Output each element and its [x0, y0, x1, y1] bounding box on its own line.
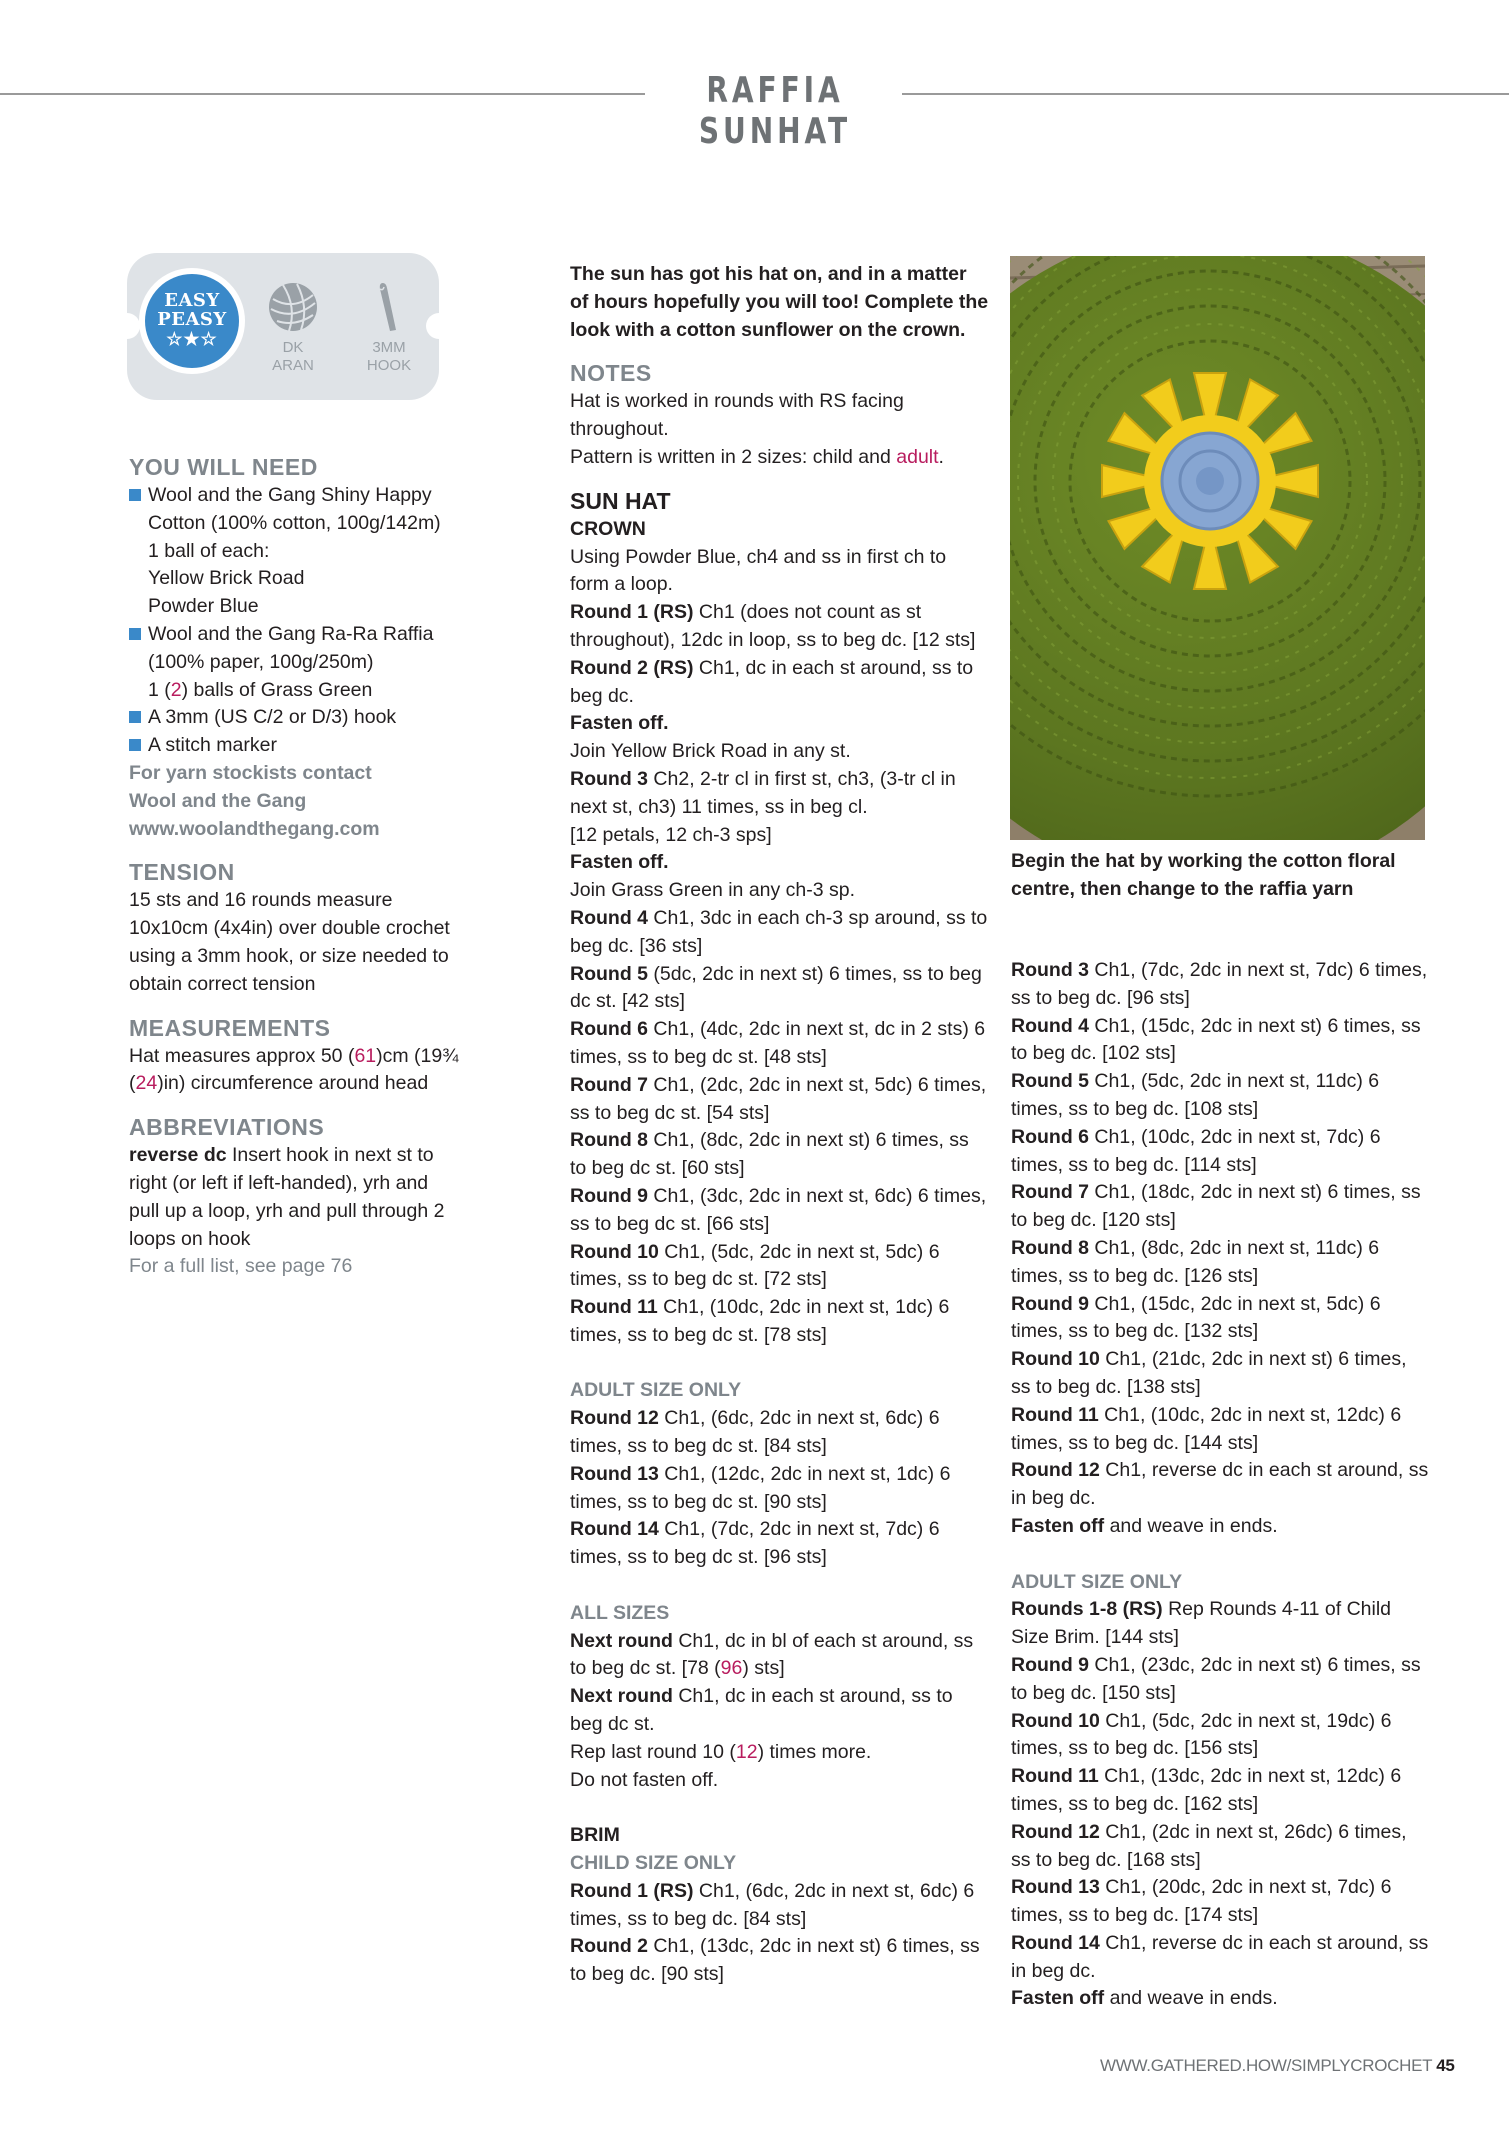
sunflower-crown-photo [1010, 256, 1425, 840]
crown-heading: CROWN [570, 517, 646, 540]
round-instruction: Round 13 Ch1, (12dc, 2dc in next st, 1dc) 6 times, ss to beg dc st. [90 sts] [570, 1462, 951, 1513]
tension-text: 15 sts and 16 rounds measure 10x10cm (4x4in) over double crochet using a 3mm hook, or size needed to obtain correct tension [129, 889, 450, 995]
yarn-weight-info [255, 281, 331, 375]
round-instruction: Round 5 (5dc, 2dc in next st) 6 times, ss to beg dc st. [42 sts] [570, 962, 982, 1013]
stockist-line: For yarn stockists contact [129, 761, 372, 784]
column-materials [129, 452, 459, 1281]
round-instruction: Round 13 Ch1, (20dc, 2dc in next st, 7dc) 6 times, ss to beg dc. [174 sts] [1011, 1876, 1392, 1927]
round-instruction: Round 10 Ch1, (21dc, 2dc in next st) 6 times, ss to beg dc. [138 sts] [1011, 1348, 1407, 1398]
difficulty-label-line2: PEASY [157, 309, 227, 330]
join-instruction: Join Yellow Brick Road in any st. [570, 740, 851, 763]
adult-size-heading: ADULT SIZE ONLY [570, 1379, 742, 1402]
round-instruction: Round 9 Ch1, (23dc, 2dc in next st) 6 times, ss to beg dc. [150 sts] [1011, 1653, 1421, 1704]
badge-notch [426, 313, 452, 339]
material-subline: 1 (2) balls of Grass Green [148, 678, 373, 701]
crochet-hook-icon [363, 281, 415, 333]
adult-size-heading: ADULT SIZE ONLY [1011, 1570, 1183, 1593]
page-footer [1100, 2056, 1455, 2076]
round-instruction: Round 2 Ch1, (13dc, 2dc in next st) 6 times, ss to beg dc. [90 sts] [570, 1935, 980, 1986]
join-instruction: Join Grass Green in any ch-3 sp. [570, 879, 856, 902]
round-instruction: Round 1 (RS) Ch1 (does not count as st throughout), 12dc in loop, ss to beg dc. [12 sts] [570, 601, 976, 651]
round-instruction: Round 8 Ch1, (8dc, 2dc in next st) 6 times, ss to beg dc st. [60 sts] [570, 1129, 969, 1180]
abbreviations-heading: ABBREVIATIONS [129, 1114, 325, 1141]
material-text: Wool and the Gang Shiny Happy Cotton (100% cotton, 100g/142m) [148, 484, 441, 534]
yarn-weight-line2: ARAN [272, 357, 314, 374]
stitch-count: [12 petals, 12 ch-3 sps] [570, 823, 772, 846]
difficulty-badge [139, 268, 245, 374]
yarn-weight-line1: DK [282, 339, 304, 356]
material-item: A stitch marker [129, 732, 459, 760]
stockist-line: Wool and the Gang [129, 789, 307, 812]
footer-url[interactable]: WWW.GATHERED.HOW/SIMPLYCROCHET [1100, 2056, 1433, 2075]
crown-intro: Using Powder Blue, ch4 and ss in first ch to form a loop. [570, 545, 947, 596]
round-instruction: Round 3 Ch2, 2-tr cl in first st, ch3, (3-tr cl in next st, ch3) 11 times, ss in beg cl. [570, 767, 956, 818]
yarn-ball-icon [267, 281, 319, 333]
round-instruction: Round 11 Ch1, (13dc, 2dc in next st, 12dc) 6 times, ss to beg dc. [162 sts] [1011, 1765, 1402, 1815]
round-instruction: Round 3 Ch1, (7dc, 2dc in next st, 7dc) 6 times, ss to beg dc. [96 sts] [1011, 959, 1428, 1009]
round-instruction: Round 12 Ch1, (2dc in next st, 26dc) 6 times, ss to beg dc. [168 sts] [1011, 1820, 1407, 1871]
round-instruction: Round 5 Ch1, (5dc, 2dc in next st, 11dc) 6 times, ss to beg dc. [108 sts] [1011, 1070, 1380, 1120]
round-instruction: Round 7 Ch1, (18dc, 2dc in next st) 6 times, ss to beg dc. [120 sts] [1011, 1181, 1421, 1232]
difficulty-label-line1: EASY [164, 290, 220, 311]
difficulty-stars: ☆★☆ [166, 329, 218, 350]
tension-heading: TENSION [129, 859, 235, 886]
badge-notch [114, 313, 140, 339]
header-rule-right [902, 93, 1509, 95]
round-instruction: Next round Ch1, dc in each st around, ss to beg dc st. [570, 1685, 953, 1736]
round-instruction: Round 9 Ch1, (15dc, 2dc in next st, 5dc) 6 times, ss to beg dc. [132 sts] [1011, 1292, 1381, 1343]
round-instruction: Rounds 1-8 (RS) Rep Rounds 4-11 of Child Size Brim. [144 sts] [1011, 1598, 1392, 1649]
measurements-heading: MEASUREMENTS [129, 1014, 331, 1041]
round-instruction: Round 14 Ch1, reverse dc in each st around, ss in beg dc. [1011, 1931, 1429, 1982]
round-instruction: Round 11 Ch1, (10dc, 2dc in next st, 12dc) 6 times, ss to beg dc. [144 sts] [1011, 1403, 1402, 1454]
round-instruction: Round 6 Ch1, (4dc, 2dc in next st, dc in 2 sts) 6 times, ss to beg dc st. [48 sts] [570, 1018, 986, 1068]
sun-hat-heading: SUN HAT [570, 487, 671, 514]
fasten-off-instruction: Fasten off and weave in ends. [1011, 1514, 1278, 1537]
material-text: Wool and the Gang Ra-Ra Raffia (100% paper, 100g/250m) [148, 622, 434, 673]
header-rule-left [0, 93, 645, 95]
round-instruction: Round 11 Ch1, (10dc, 2dc in next st, 1dc) 6 times, ss to beg dc st. [78 sts] [570, 1296, 950, 1346]
measurements-text: Hat measures approx 50 (61)cm (19¾ (24)in) circumference around head [129, 1044, 459, 1095]
round-instruction: Next round Ch1, dc in bl of each st around, ss to beg dc st. [78 (96) sts] [570, 1629, 974, 1680]
column-brim [1011, 957, 1431, 2013]
material-subline: 1 ball of each: [148, 539, 270, 562]
round-instruction: Round 12 Ch1, (6dc, 2dc in next st, 6dc) 6 times, ss to beg dc st. [84 sts] [570, 1407, 940, 1458]
round-instruction: Round 12 Ch1, reverse dc in each st around, ss in beg dc. [1011, 1459, 1429, 1510]
brim-heading: BRIM [570, 1824, 620, 1847]
material-item [129, 621, 459, 704]
intro-text: The sun has got his hat on, and in a matter of hours hopefully you will too! Complete the look with a cotton sunflower on the crown. [570, 263, 989, 341]
do-not-fasten-instruction: Do not fasten off. [570, 1768, 719, 1791]
project-info-badge [127, 253, 439, 400]
material-item: A 3mm (US C/2 or D/3) hook [129, 704, 459, 732]
page-number: 45 [1436, 2056, 1455, 2075]
stockist-link[interactable]: www.woolandthegang.com [129, 817, 380, 840]
round-instruction: Round 10 Ch1, (5dc, 2dc in next st, 5dc) 6 times, ss to beg dc st. [72 sts] [570, 1240, 940, 1291]
notes-heading: NOTES [570, 360, 652, 387]
hook-size-info [351, 281, 427, 375]
fasten-off-instruction: Fasten off and weave in ends. [1011, 1987, 1278, 2010]
photo-caption: Begin the hat by working the cotton floral centre, then change to the raffia yarn [1011, 850, 1396, 900]
round-instruction: Round 2 (RS) Ch1, dc in each st around, ss to beg dc. [570, 656, 974, 707]
hook-size-line2: HOOK [366, 357, 412, 374]
round-instruction: Round 6 Ch1, (10dc, 2dc in next st, 7dc) 6 times, ss to beg dc. [114 sts] [1011, 1125, 1381, 1176]
round-instruction: Round 10 Ch1, (5dc, 2dc in next st, 19dc) 6 times, ss to beg dc. [156 sts] [1011, 1709, 1392, 1760]
fasten-off-instruction: Fasten off. [570, 851, 669, 874]
material-subline: Powder Blue [148, 595, 259, 618]
round-instruction: Round 9 Ch1, (3dc, 2dc in next st, 6dc) 6 times, ss to beg dc st. [66 sts] [570, 1184, 987, 1235]
child-size-heading: CHILD SIZE ONLY [570, 1852, 737, 1875]
column-pattern [570, 261, 990, 1989]
round-instruction: Round 7 Ch1, (2dc, 2dc in next st, 5dc) 6 times, ss to beg dc st. [54 sts] [570, 1073, 987, 1124]
round-instruction: Round 1 (RS) Ch1, (6dc, 2dc in next st, 6dc) 6 times, ss to beg dc. [84 sts] [570, 1879, 975, 1930]
round-instruction: Round 8 Ch1, (8dc, 2dc in next st, 11dc) 6 times, ss to beg dc. [126 sts] [1011, 1236, 1380, 1287]
round-instruction: Round 4 Ch1, (15dc, 2dc in next st) 6 times, ss to beg dc. [102 sts] [1011, 1014, 1421, 1065]
all-sizes-heading: ALL SIZES [570, 1601, 670, 1624]
material-subline: Yellow Brick Road [148, 567, 305, 590]
notes-line: Hat is worked in rounds with RS facing throughout. [570, 390, 904, 441]
abbreviation-entry: reverse dc Insert hook in next st to right (or left if left-handed), yrh and pull up a loop, yrh and pull through 2 loops on hook [129, 1144, 445, 1250]
materials-list [129, 482, 459, 760]
fasten-off-instruction: Fasten off. [570, 712, 669, 735]
repeat-instruction: Rep last round 10 (12) times more. [570, 1740, 872, 1763]
round-instruction: Round 14 Ch1, (7dc, 2dc in next st, 7dc) 6 times, ss to beg dc st. [96 sts] [570, 1518, 940, 1569]
sunflower-crown-image [1010, 256, 1425, 840]
page-title: RAFFIA SUNHAT [698, 70, 852, 152]
notes-line: Pattern is written in 2 sizes: child and adult. [570, 445, 944, 468]
round-instruction: Round 4 Ch1, 3dc in each ch-3 sp around, ss to beg dc. [36 sts] [570, 906, 988, 957]
full-list-reference: For a full list, see page 76 [129, 1255, 353, 1278]
material-item [129, 482, 459, 621]
you-will-need-heading: YOU WILL NEED [129, 454, 318, 480]
hook-size-line1: 3MM [372, 339, 406, 356]
